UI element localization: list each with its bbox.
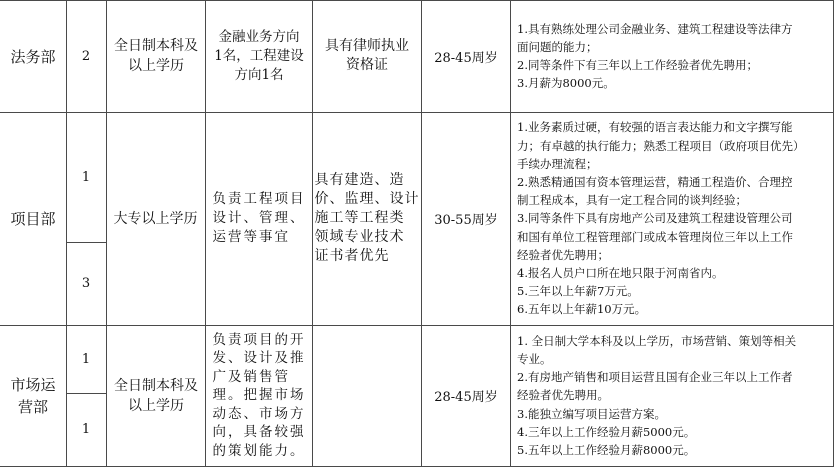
headcount-cell [66, 112, 106, 242]
qualification-cell [313, 325, 421, 466]
requirement-line: 3.同等条件下具有房地产公司及建筑工程建设管理公司 [517, 211, 793, 226]
education-text: 全日制本科及以上学历 [114, 377, 198, 414]
duty-line: 设计、管理、 [212, 210, 306, 226]
department-name-line: 营部 [17, 397, 48, 416]
requirement-line: 手续办理流程； [517, 156, 598, 171]
age-cell [422, 112, 510, 325]
qualification-line: 领域专业技术 [314, 229, 405, 245]
age-range: 28-45周岁 [434, 50, 498, 66]
duty-line: 发、设计及推 [212, 350, 306, 367]
duty-line: 负责项目的开 [212, 331, 306, 348]
qualification-line: 施工等工程类 [314, 210, 405, 226]
qualification-cell [313, 112, 421, 325]
headcount-value: 1 [81, 351, 91, 367]
department-name: 项目部 [10, 210, 56, 228]
requirement-line: 和国有单位工程管理部门或成本管理岗位三年以上工作 [517, 229, 793, 244]
requirement-line: 2.有房地产销售和项目运营且国有企业三年以上工作者 [517, 370, 793, 385]
requirement-line: 3.月薪为8000元。 [517, 76, 615, 91]
requirement-line: 制工程成本，具有一定工程合同的谈判经验； [517, 193, 747, 208]
requirement-line: 2.熟悉精通国有资本管理运营，精通工程造价、合理控 [517, 174, 793, 189]
duty-line: 负责工程项目 [212, 191, 306, 207]
requirements-cell [511, 325, 833, 466]
headcount-value: 1 [81, 422, 91, 437]
headcount-value: 2 [81, 48, 91, 64]
requirement-line: 4.报名人员户口所在地只限于河南省内。 [517, 266, 724, 280]
age-range: 30-55周岁 [434, 213, 498, 228]
requirement-line: 1.具有熟练处理公司金融业务、建筑工程建设等法律方 [517, 21, 793, 36]
department-cell [0, 112, 66, 325]
requirement-line: 专业。 [517, 351, 552, 366]
qualification-line: 具有建造、造 [314, 172, 405, 188]
requirement-line: 5.三年以上年薪7万元。 [517, 284, 639, 299]
duty-cell [206, 112, 312, 325]
duty-cell [206, 325, 312, 466]
education-text: 全日制本科及以上学历 [114, 38, 198, 74]
requirement-line: 力；有卓越的执行能力；熟悉工程项目（政府项目优先） [517, 138, 805, 153]
duty-cell [206, 0, 312, 112]
duty-line: 动态、市场方 [212, 405, 306, 422]
headcount-value: 1 [81, 169, 91, 185]
education-cell [110, 325, 202, 466]
age-cell [422, 0, 510, 112]
department-cell [0, 325, 66, 466]
requirement-line: 经验者优先聘用； [517, 247, 609, 262]
duty-line: 广及销售管 [212, 368, 290, 385]
requirement-line: 面问题的能力； [517, 39, 598, 54]
headcount-value: 3 [81, 276, 91, 291]
requirement-line: 经验者优先聘用。 [517, 388, 609, 403]
requirement-line: 1.业务素质过硬，有较强的语言表达能力和文字撰写能 [517, 120, 793, 135]
requirement-line: 6.五年以上年薪10万元。 [517, 302, 647, 317]
education-cell [106, 112, 205, 325]
age-range: 28-45周岁 [434, 390, 498, 405]
requirement-line: 4.三年以上工作经验月薪5000元。 [517, 424, 696, 439]
education-cell [110, 0, 202, 112]
requirement-line: 2.同等条件下有三年以上工作经验者优先聘用； [517, 58, 758, 72]
requirements-cell [511, 0, 833, 112]
age-cell [422, 325, 510, 466]
duty-line: 方向1名 [234, 66, 284, 83]
duty-line: 向，具备较强 [212, 424, 306, 441]
grid-line [0, 466, 834, 467]
requirement-line: 5.五年以上工作经验月薪8000元。 [517, 443, 696, 457]
headcount-cell [66, 393, 106, 466]
qualification-line: 证书者优先 [314, 248, 390, 264]
headcount-cell [66, 325, 106, 393]
department-name-line: 市场运 [10, 375, 56, 394]
duty-line: 1名，工程建设 [214, 47, 304, 64]
duty-line: 理。把握市场 [212, 387, 306, 404]
headcount-cell [66, 242, 106, 325]
education-text: 大专以上学历 [113, 210, 198, 227]
requirement-line: 1. 全日制大学本科及以上学历，市场营销、策划等相关 [517, 333, 797, 348]
department-name: 法务部 [10, 47, 56, 66]
qualification-cell [313, 0, 421, 112]
qualification-line: 具有律师执业 [325, 38, 409, 54]
duty-line: 的策划能力。 [212, 442, 306, 459]
duty-line: 金融业务方向 [218, 28, 300, 45]
duty-line: 运营等事宜 [212, 229, 290, 245]
requirement-line: 3.能独立编写项目运营方案。 [517, 406, 666, 421]
department-cell [0, 0, 66, 112]
requirements-cell [511, 112, 833, 325]
headcount-cell [66, 0, 106, 112]
qualification-line: 资格证 [346, 57, 388, 73]
qualification-line: 价、监理、设计 [314, 191, 420, 207]
